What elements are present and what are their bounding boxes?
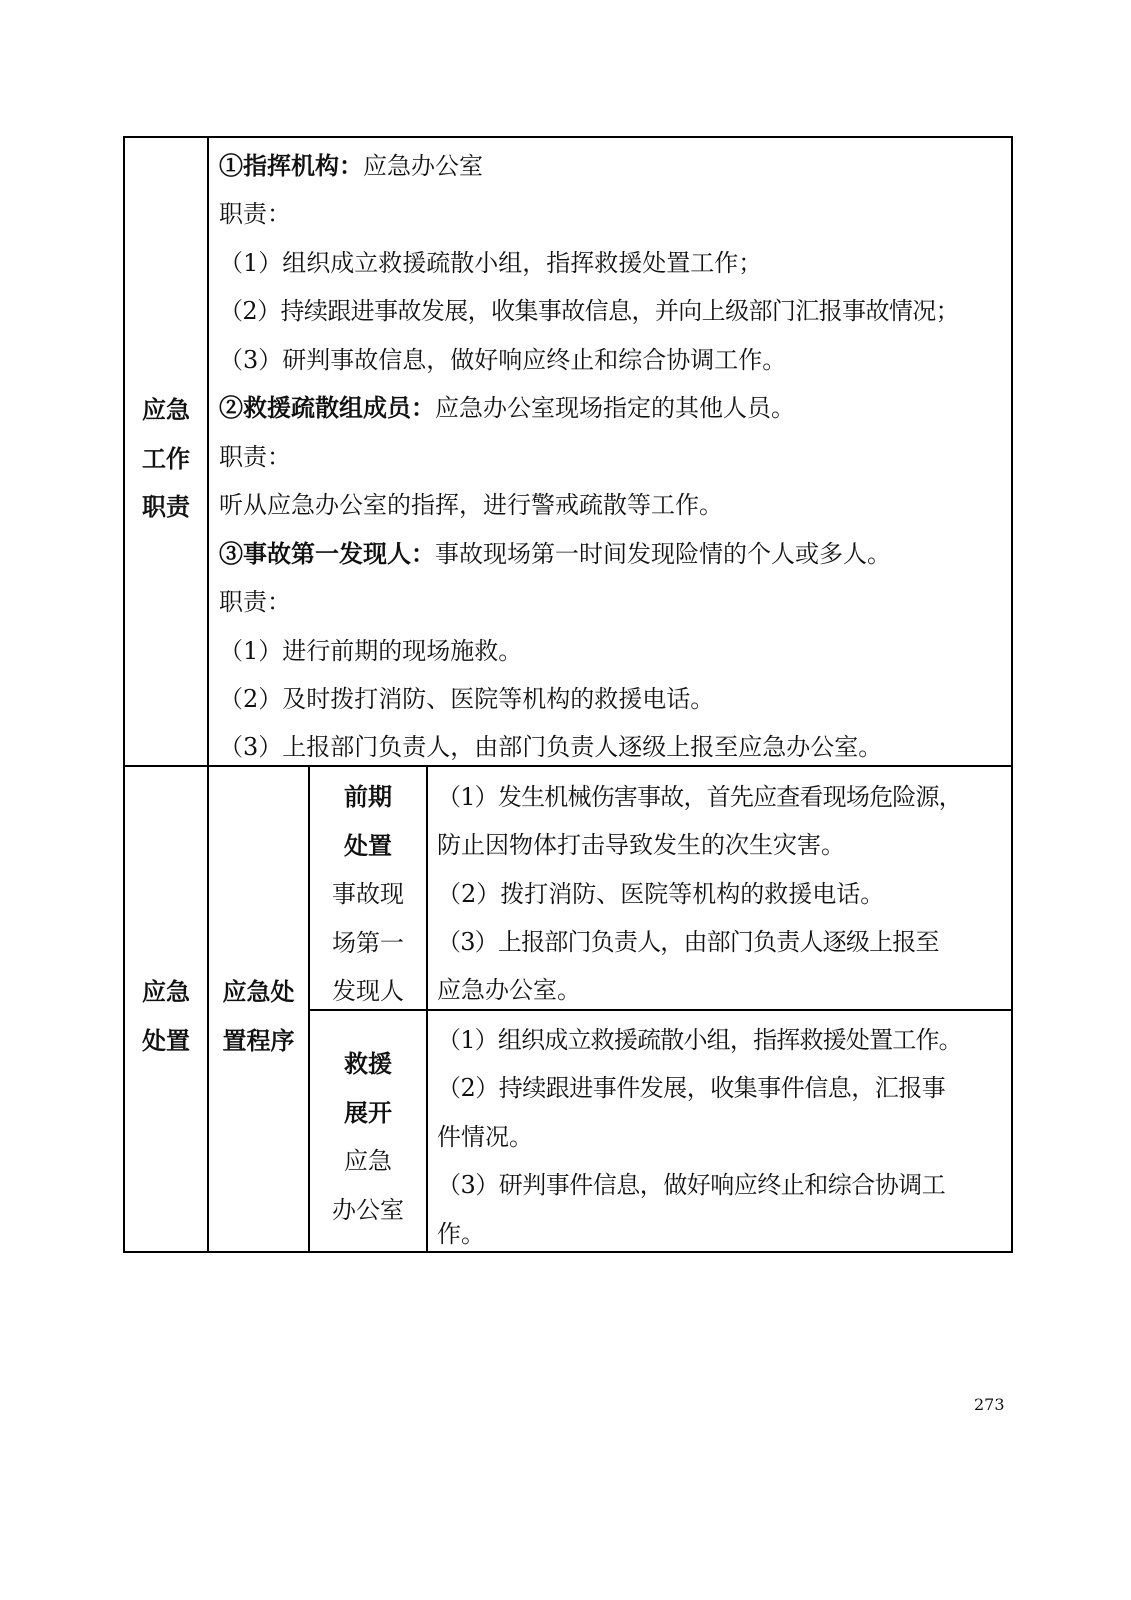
actor-line: 发现人 — [332, 977, 404, 1005]
stage-line: 防止因物体打击导致发生的次生灾害。 — [437, 831, 845, 859]
label-line: 处置 — [142, 1025, 190, 1055]
line-text: 听从应急办公室的指挥，进行警戒疏散等工作。 — [219, 491, 723, 519]
line-text: （3）上报部门负责人，由部门负责人逐级上报至应急办公室。 — [219, 733, 883, 761]
line-text: 应急办公室 — [363, 152, 483, 180]
bold-heading: ②救援疏散组成员： — [219, 393, 435, 422]
line-text: 应急办公室现场指定的其他人员。 — [435, 394, 795, 422]
content-line — [219, 675, 714, 723]
content-line — [219, 239, 762, 287]
label-line: 应急处 — [222, 977, 295, 1006]
line-text: （1）进行前期的现场施救。 — [219, 637, 523, 665]
stage-line: （3）研判事件信息，做好响应终止和综合协调工 — [437, 1171, 946, 1199]
page-number: 273 — [974, 1395, 1005, 1414]
stage-line: 应急办公室。 — [437, 976, 581, 1004]
actor-line: 办公室 — [332, 1195, 404, 1224]
content-line — [219, 336, 786, 384]
stage-line: 作。 — [437, 1220, 485, 1248]
content-line — [219, 530, 891, 578]
line-text: （3）研判事故信息，做好响应终止和综合协调工作。 — [219, 346, 787, 374]
stage-actor — [310, 1137, 426, 1234]
stage-title-line: 展开 — [344, 1097, 392, 1127]
content-line — [219, 481, 723, 529]
content-line — [219, 433, 291, 481]
content-line — [219, 723, 882, 771]
stage-title-line: 前期 — [344, 782, 392, 811]
stage-actor — [310, 870, 426, 1016]
stage-title-line: 处置 — [344, 830, 392, 860]
actor-line: 场第一 — [332, 928, 404, 957]
section-label-duties — [125, 386, 207, 532]
content-line — [219, 627, 522, 675]
label-line: 职责 — [142, 492, 190, 521]
line-text: 职责： — [219, 443, 291, 471]
stage-line: （2）拨打消防、医院等机构的救援电话。 — [437, 880, 885, 908]
stage-line: （1）发生机械伤害事故，首先应查看现场危险源， — [437, 783, 962, 811]
line-text: 职责： — [219, 588, 291, 616]
line-text: 事故现场第一时间发现险情的个人或多人。 — [435, 540, 891, 568]
line-text: （2）及时拨打消防、医院等机构的救援电话。 — [219, 685, 715, 713]
section-label-disposal — [125, 968, 207, 1065]
content-line — [219, 190, 291, 238]
stage-title-line: 救援 — [344, 1049, 392, 1078]
bold-heading: ①指挥机构： — [219, 151, 363, 180]
line-text: 职责： — [219, 200, 291, 228]
label-line: 应急 — [142, 395, 190, 424]
line-text: （2）持续跟进事故发展，收集事故信息，并向上级部门汇报事故情况； — [219, 297, 960, 325]
stage-line: （1）组织成立救援疏散小组，指挥救援处置工作。 — [437, 1026, 962, 1054]
label-line: 置程序 — [222, 1025, 295, 1055]
content-line — [219, 287, 959, 335]
content-line — [219, 578, 291, 626]
stage-title — [310, 1040, 426, 1137]
content-line — [219, 142, 483, 190]
stage-title — [310, 773, 426, 870]
content-line — [219, 384, 795, 432]
divider — [207, 136, 209, 1253]
stage-line: （3）上报部门负责人，由部门负责人逐级上报至 — [437, 928, 939, 956]
actor-line: 应急 — [344, 1147, 392, 1175]
label-line: 应急 — [142, 977, 190, 1006]
label-line: 工作 — [142, 443, 190, 473]
stage-line: 件情况。 — [437, 1123, 533, 1151]
actor-line: 事故现 — [332, 880, 404, 908]
line-text: （1）组织成立救援疏散小组，指挥救援处置工作； — [219, 249, 763, 277]
bold-heading: ③事故第一发现人： — [219, 539, 435, 568]
procedure-label — [209, 968, 308, 1065]
stage-line: （2）持续跟进事件发展，收集事件信息，汇报事 — [437, 1074, 946, 1102]
